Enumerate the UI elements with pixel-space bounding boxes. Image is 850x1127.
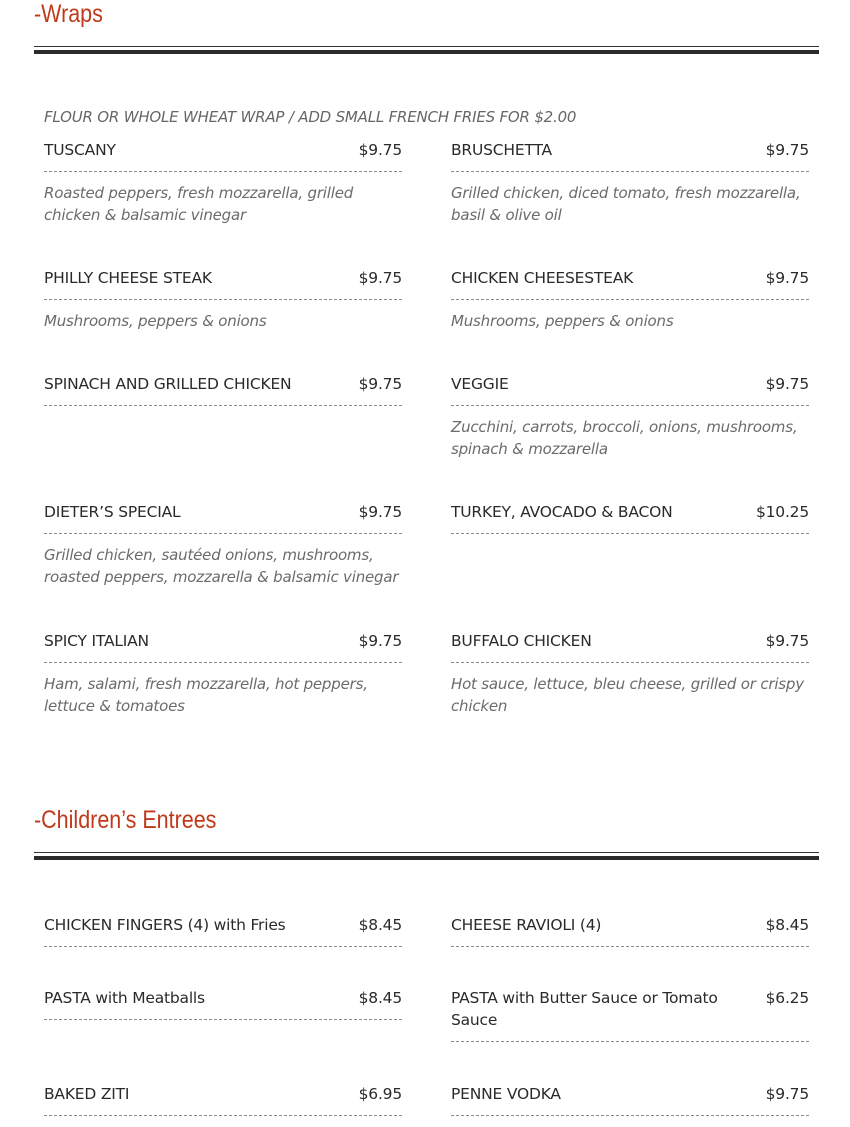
menu-item — [44, 139, 402, 226]
item-price: $9.75 — [765, 269, 809, 287]
item-name: SPICY ITALIAN — [44, 632, 149, 650]
section-title-children-entrees: -Children’s Entrees — [34, 806, 217, 834]
menu-item — [44, 373, 402, 406]
menu-item — [44, 267, 402, 332]
section-divider — [34, 46, 819, 54]
item-price: $8.45 — [358, 989, 402, 1007]
item-name: CHEESE RAVIOLI (4) — [451, 916, 602, 934]
item-price: $6.25 — [765, 989, 809, 1007]
item-price: $9.75 — [358, 141, 402, 159]
item-name: DIETER’S SPECIAL — [44, 503, 181, 521]
item-name: VEGGIE — [451, 375, 509, 393]
item-price: $9.75 — [765, 375, 809, 393]
item-price: $6.95 — [358, 1085, 402, 1103]
item-price: $9.75 — [765, 632, 809, 650]
section-note: FLOUR OR WHOLE WHEAT WRAP / ADD SMALL FRENCH FRIES FOR $2.00 — [44, 108, 577, 126]
menu-item — [44, 914, 402, 947]
menu-item — [451, 630, 809, 717]
item-description: Grilled chicken, diced tomato, fresh mozzarella, basil & olive oil — [451, 184, 801, 224]
item-name: TURKEY, AVOCADO & BACON — [451, 503, 673, 521]
menu-item — [44, 501, 402, 588]
item-description: Hot sauce, lettuce, bleu cheese, grilled or crispy chicken — [451, 675, 804, 715]
item-price: $9.75 — [765, 141, 809, 159]
menu-item — [44, 630, 402, 717]
item-name: CHICKEN FINGERS (4) with Fries — [44, 916, 286, 934]
item-description: Mushrooms, peppers & onions — [44, 312, 267, 330]
menu-item — [451, 914, 809, 947]
item-price: $8.45 — [358, 916, 402, 934]
item-name: TUSCANY — [44, 141, 116, 159]
item-description: Zucchini, carrots, broccoli, onions, mushrooms, spinach & mozzarella — [451, 418, 798, 458]
item-price: $9.75 — [358, 375, 402, 393]
item-description: Mushrooms, peppers & onions — [451, 312, 674, 330]
menu-item — [451, 373, 809, 460]
menu-item — [451, 987, 809, 1042]
menu-item — [451, 267, 809, 332]
item-name: PHILLY CHEESE STEAK — [44, 269, 212, 287]
item-price: $9.75 — [358, 269, 402, 287]
item-price: $10.25 — [755, 503, 809, 521]
item-price: $9.75 — [358, 632, 402, 650]
item-name: SPINACH AND GRILLED CHICKEN — [44, 375, 292, 393]
item-name: BRUSCHETTA — [451, 141, 552, 159]
menu-item — [451, 1083, 809, 1116]
item-name: PASTA with Butter Sauce or Tomato Sauce — [451, 989, 718, 1029]
menu-item — [451, 501, 809, 534]
item-name: PASTA with Meatballs — [44, 989, 205, 1007]
menu-item — [44, 987, 402, 1020]
menu-item — [44, 1083, 402, 1116]
section-divider — [34, 852, 819, 860]
item-name: BAKED ZITI — [44, 1085, 130, 1103]
item-description: Roasted peppers, fresh mozzarella, grilled chicken & balsamic vinegar — [44, 184, 354, 224]
section-title-wraps: -Wraps — [34, 0, 103, 28]
item-name: BUFFALO CHICKEN — [451, 632, 592, 650]
menu-item — [451, 139, 809, 226]
item-price: $8.45 — [765, 916, 809, 934]
item-name: PENNE VODKA — [451, 1085, 561, 1103]
item-name: CHICKEN CHEESESTEAK — [451, 269, 634, 287]
item-price: $9.75 — [358, 503, 402, 521]
item-price: $9.75 — [765, 1085, 809, 1103]
item-description: Grilled chicken, sautéed onions, mushrooms, roasted peppers, mozzarella & balsamic vinegar — [44, 546, 399, 586]
item-description: Ham, salami, fresh mozzarella, hot peppers, lettuce & tomatoes — [44, 675, 368, 715]
